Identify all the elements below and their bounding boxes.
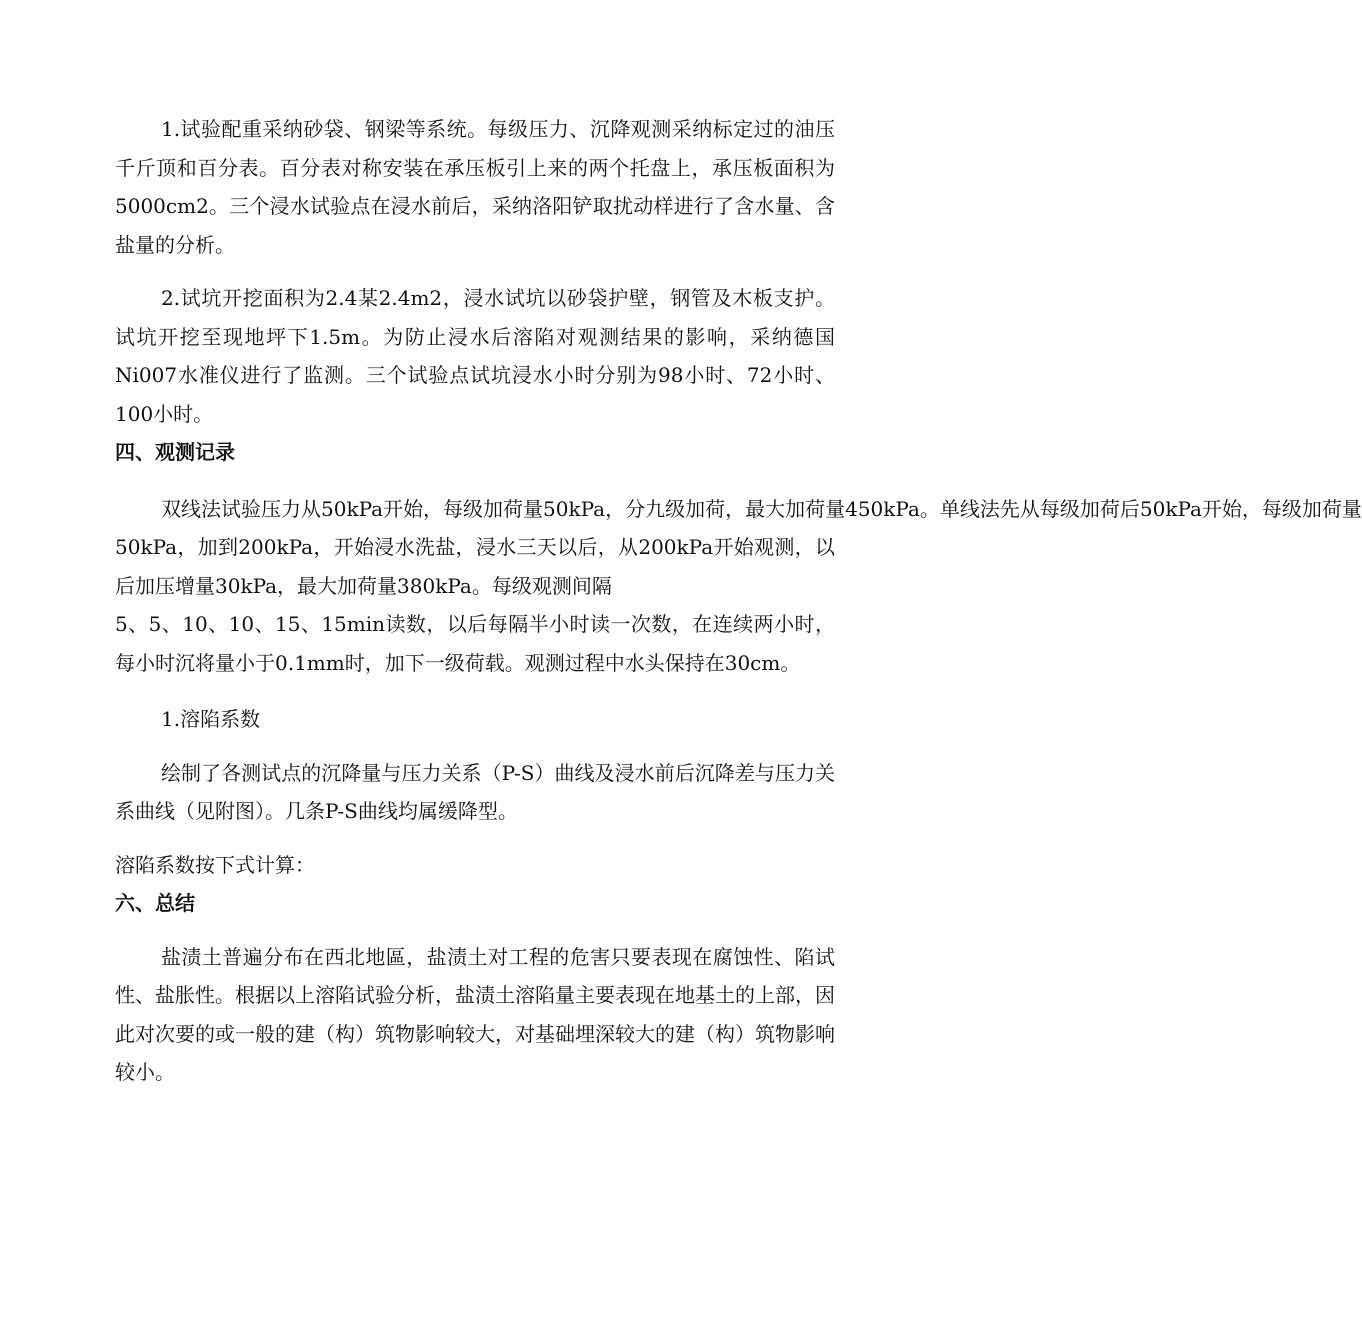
document-page xyxy=(115,110,1362,1092)
section-heading-observation-records: 四、观测记录 xyxy=(115,440,235,464)
paragraph-line: 50kPa，加到200kPa，开始浸水洗盐，浸水三天以后，从200kPa开始观测，以后加压增量30kPa，最大加荷量380kPa。每级观测间隔 xyxy=(115,535,835,598)
paragraph-loading-procedure xyxy=(115,490,1362,683)
paragraph-test-pit: 2.试坑开挖面积为2.4某2.4m2，浸水试坑以砂袋护壁，钢管及木板支护。试坑开挖至现地坪下1.5m。为防止浸水后溶陷对观测结果的影响，采纳德国Ni007水准仪进行了监测。三个试验点试坑浸水小时分别为98小时、72小时、100小时。 xyxy=(115,286,835,426)
paragraph-line: 双线法试验压力从50kPa开始，每级加荷量50kPa，分九级加荷，最大加荷量450kPa。单线法先从每级加荷后50kPa开始，每级加荷量 xyxy=(161,496,1362,521)
paragraph-line: 5、5、10、10、15、15min读数，以后每隔半小时读一次数，在连续两小时，每小时沉将量小于0.1mm时，加下一级荷载。观测过程中水头保持在30cm。 xyxy=(115,612,835,675)
section-heading-summary: 六、总结 xyxy=(115,891,195,915)
paragraph-formula-intro: 溶陷系数按下式计算： xyxy=(115,852,315,877)
paragraph-test-equipment: 1.试验配重采纳砂袋、钢梁等系统。每级压力、沉降观测采纳标定过的油压千斤顶和百分表。百分表对称安装在承压板引上来的两个托盘上，承压板面积为5000cm2。三个浸水试验点在浸水前后，采纳洛阳铲取扰动样进行了含水量、含盐量的分析。 xyxy=(115,117,835,257)
paragraph-ps-curves: 绘制了各测试点的沉降量与压力关系（P-S）曲线及浸水前后沉降差与压力关系曲线（见附图）。几条P-S曲线均属缓降型。 xyxy=(115,760,835,823)
paragraph-summary: 盐渍土普遍分布在西北地區，盐渍土对工程的危害只要表现在腐蚀性、陷试性、盐胀性。根据以上溶陷试验分析，盐渍土溶陷量主要表现在地基土的上部，因此对次要的或一般的建（构）筑物影响较大，对基础埋深较大的建（构）筑物影响较小。 xyxy=(115,944,835,1084)
subheading-collapse-coefficient: 1.溶陷系数 xyxy=(161,707,261,731)
